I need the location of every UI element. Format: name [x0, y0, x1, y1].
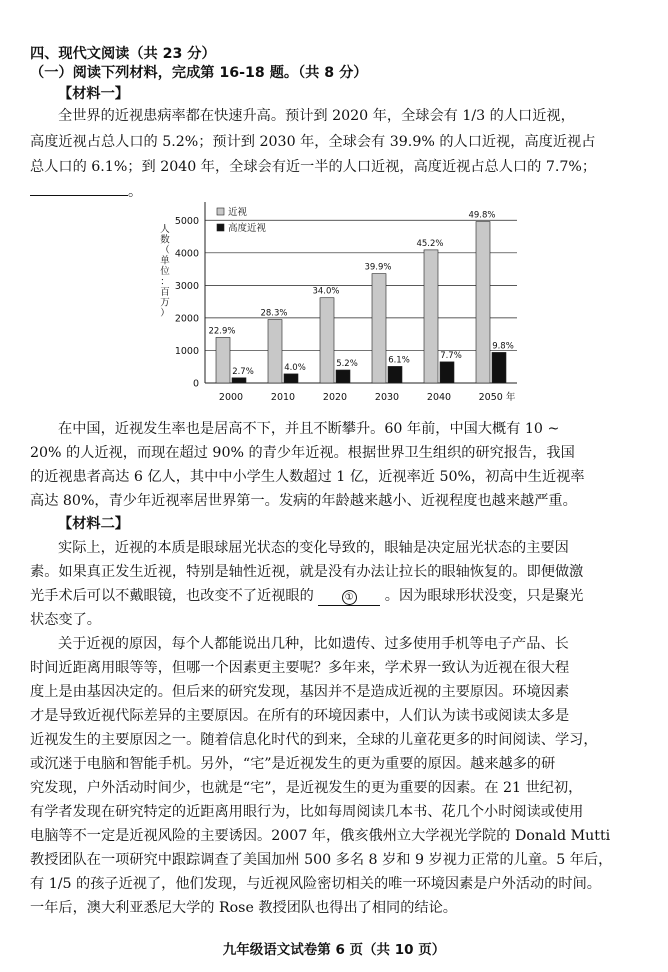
myopia-bar	[372, 274, 386, 383]
material2-label: 【材料二】	[58, 516, 129, 532]
material2-p2-line8: 有学者发现在研究特定的近距离用眼行为，比如每周阅读几本书、花几个小时阅读或使用	[30, 804, 584, 820]
x-tick-label: 2040	[426, 392, 452, 403]
blank-number-1: ①	[342, 590, 357, 605]
material2-p1-line2: 素。如果真正发生近视，特别是轴性近视，就是没有办法让拉长的眼轴恢复的。即便做激	[30, 564, 584, 580]
blank-period: 。	[128, 184, 143, 200]
legend-label: 近视	[228, 207, 248, 218]
material1-label: 【材料一】	[58, 86, 129, 102]
material2-p2-line1: 关于近视的原因，每个人都能说出几种，比如遗传、过多使用手机等电子产品、长	[58, 636, 569, 652]
myopia-bar	[216, 337, 230, 383]
sub-heading: （一）阅读下列材料，完成第 16-18 题。（共 8 分）	[30, 65, 368, 81]
high-myopia-bar	[440, 362, 454, 383]
high-myopia-data-label: 4.0%	[284, 362, 306, 373]
x-tick-label: 2020	[322, 392, 348, 403]
material2-p2-line4: 才是导致近视代际差异的主要原因。在所有的环境因素中，人们认为读书或阅读太多是	[30, 708, 570, 724]
material2-p2-line10: 教授团队在一项研究中跟踪调查了美国加州 500 多名 8 岁和 9 岁视力正常的儿童。5 年后，	[30, 852, 613, 868]
legend-swatch	[217, 208, 224, 215]
answer-blank[interactable]	[30, 181, 128, 196]
y-axis-label-char: 百	[160, 287, 170, 298]
y-tick-label: 3000	[174, 280, 199, 292]
legend-swatch	[217, 224, 224, 231]
x-tick-label: 2050 年	[478, 392, 516, 403]
y-axis-label-char: 万	[160, 297, 170, 309]
myopia-data-label: 45.2%	[416, 238, 444, 249]
high-myopia-data-label: 7.7%	[440, 350, 462, 361]
myopia-data-label: 39.9%	[364, 262, 392, 273]
page-footer: 九年级语文试卷第 6 页（共 10 页）	[222, 942, 446, 958]
myopia-bar	[268, 320, 282, 383]
myopia-bar	[476, 222, 490, 383]
x-tick-label: 2000	[218, 392, 244, 403]
high-myopia-bar	[492, 352, 506, 383]
material1-p1-line1: 全世界的近视患病率都在快速升高。预计到 2020 年，全球会有 1/3 的人口近视，	[58, 108, 575, 124]
material1-p2-line1: 在中国，近视发生率也是居高不下，并且不断攀升。60 年前，中国大概有 10 ~	[58, 421, 560, 437]
y-tick-label: 1000	[174, 345, 199, 357]
material2-p1-line3	[30, 586, 583, 606]
material2-p2-line6: 或沉迷于电脑和智能手机。另外，“宅”是近视发生的更为重要的原因。越来越多的研	[30, 756, 556, 772]
myopia-data-label: 49.8%	[468, 210, 496, 221]
myopia-bar	[424, 250, 438, 383]
y-tick-label: 0	[192, 378, 199, 390]
high-myopia-bar	[232, 378, 246, 383]
material2-p2-line7: 究发现，户外活动时间少，也就是“宅”，是近视发生的更为重要的因素。在 21 世纪初，	[30, 780, 583, 796]
y-axis-label-char: 人	[160, 224, 170, 235]
high-myopia-bar	[336, 370, 350, 383]
y-axis-label-char: ）	[160, 308, 170, 319]
material2-p1-line3-a: 光手术后可以不戴眼镜，也改变不了近视眼的	[30, 588, 314, 604]
myopia-data-label: 34.0%	[312, 286, 340, 297]
material2-p1-line4: 状态变了。	[30, 612, 101, 628]
high-myopia-data-label: 2.7%	[232, 366, 254, 377]
y-axis-label-char: 单	[160, 255, 170, 267]
material1-p2-line2: 20% 的人近视，而现在超过 90% 的青少年近视。根据世界卫生组织的研究报告，我国	[30, 445, 575, 461]
high-myopia-bar	[284, 374, 298, 383]
y-axis-label-char: （	[160, 245, 170, 256]
material2-p2-line9: 电脑等不一定是近视风险的主要诱因。2007 年，俄亥俄州立大学视光学院的 Donald Mutti	[30, 828, 611, 844]
myopia-bar	[320, 298, 334, 383]
material2-p2-line11: 有 1/5 的孩子近视了，他们发现，与近视风险密切相关的唯一环境因素是户外活动的时间。	[30, 876, 601, 892]
legend-label: 高度近视	[228, 223, 267, 234]
material2-p1-line3-b: 。因为眼球形状没变，只是聚光	[384, 588, 584, 604]
myopia-data-label: 28.3%	[260, 308, 288, 319]
y-tick-label: 2000	[174, 313, 199, 325]
x-tick-label: 2010	[270, 392, 296, 403]
blank-1[interactable]	[318, 588, 380, 606]
myopia-bar-chart	[155, 198, 525, 410]
x-tick-label: 2030	[374, 392, 400, 403]
material2-p2-line2: 时间近距离用眼等等，但哪一个因素更主要呢？多年来，学术界一致认为近视在很大程	[30, 660, 570, 676]
y-axis-label-char: 位	[160, 266, 170, 277]
y-axis-label-char: 数	[160, 234, 170, 246]
y-tick-label: 5000	[174, 215, 199, 227]
myopia-data-label: 22.9%	[208, 326, 236, 337]
y-tick-label: 4000	[174, 248, 199, 260]
high-myopia-data-label: 6.1%	[388, 355, 410, 366]
material1-p1-line2: 高度近视占总人口的 5.2%；预计到 2030 年，全球会有 39.9% 的人口近视，高度近视占	[30, 134, 596, 150]
y-axis-label-char: ：	[160, 276, 170, 288]
material2-p2-line12: 一年后，澳大利亚悉尼大学的 Rose 教授团队也得出了相同的结论。	[30, 900, 457, 916]
high-myopia-data-label: 9.8%	[492, 341, 514, 352]
material1-p1-line3: 总人口的 6.1%；到 2040 年，全球会有近一半的人口近视，高度近视占总人口的 7.7%；	[30, 159, 597, 175]
material1-answer-line	[30, 181, 142, 202]
material2-p1-line1: 实际上，近视的本质是眼球屈光状态的变化导致的，眼轴是决定屈光状态的主要因	[58, 540, 569, 556]
material2-p2-line5: 近视发生的主要原因之一。随着信息化时代的到来，全球的儿童花更多的时间阅读、学习，	[30, 732, 598, 748]
material1-p2-line3: 的近视患者高达 6 亿人，其中中小学生人数超过 1 亿，近视率近 50%，初高中生近视率	[30, 469, 585, 485]
section-heading: 四、现代文阅读（共 23 分）	[30, 46, 216, 62]
high-myopia-bar	[388, 366, 402, 383]
material1-p2-line4: 高达 80%，青少年近视率居世界第一。发病的年龄越来越小、近视程度也越来越严重。	[30, 493, 577, 509]
material2-p2-line3: 度上是由基因决定的。但后来的研究发现，基因并不是造成近视的主要原因。环境因素	[30, 684, 570, 700]
high-myopia-data-label: 5.2%	[336, 358, 358, 369]
